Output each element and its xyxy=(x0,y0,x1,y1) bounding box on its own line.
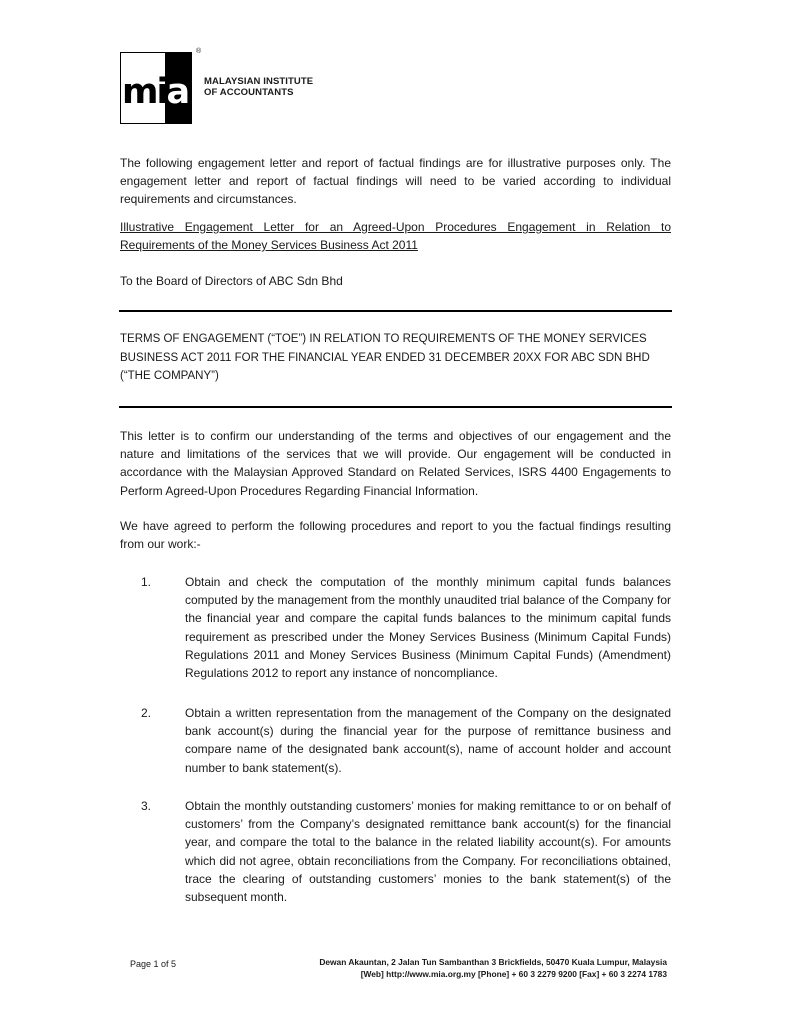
confirm-paragraph: This letter is to confirm our understanding of the terms and objectives of our engagement and the nature and limitations of the services that we will provide. Our engagement will be conducted in accordance with the Malaysian Approved Standard on Related Services, ISRS 4400 Engagements to Perform Agreed-Upon Procedures Regarding Financial Information. xyxy=(120,429,671,498)
procedure-number: 2. xyxy=(141,706,152,720)
page-number: Page 1 of 5 xyxy=(130,959,177,969)
procedure-number: 3. xyxy=(141,799,152,813)
bottom-rule xyxy=(119,406,672,408)
procedure-text: Obtain and check the computation of the monthly minimum capital funds balances computed by the management from the monthly unaudited trial balance of the Company for the financial year and compare the capital funds balances to the minimum capital funds requirement as prescribed under the Money Services Business (Minimum Capital Funds) Regulations 2011 and Money Services Business (Minimum Capital Funds) (Amendment) Regulations 2012 to report any instance of noncompliance. xyxy=(185,575,671,681)
logo-name-line2: OF ACCOUNTANTS xyxy=(204,87,294,98)
top-rule xyxy=(119,310,672,312)
terms-heading: TERMS OF ENGAGEMENT (“TOE”) IN RELATION TO REQUIREMENTS OF THE MONEY SERVICES BUSINESS ACT 2011 FOR THE FINANCIAL YEAR ENDED 31 DECEMBER 20XX FOR ABC SDN BHD (“THE COMPANY”) xyxy=(120,333,650,382)
mia-logo xyxy=(120,48,320,124)
procedure-text: Obtain the monthly outstanding customers’ monies for making remittance to or on behalf of customers’ from the Company’s designated remittance bank account(s) for the financial year, and compare the total to the balance in the related liability account(s). For amounts which did not agree, obtain reconciliations from the Company. For reconciliations obtained, trace the clearing of outstanding customers’ monies to the bank statement(s) of the subsequent month. xyxy=(185,799,671,905)
registered-mark: ® xyxy=(196,48,202,55)
footer-contact: [Web] http://www.mia.org.my [Phone] + 60 3 2279 9200 [Fax] + 60 3 2274 1783 xyxy=(360,968,667,979)
agreed-paragraph: We have agreed to perform the following procedures and report to you the factual findings resulting from our work:- xyxy=(120,519,671,552)
logo-letter-i: i xyxy=(156,72,167,112)
logo-letters xyxy=(122,72,189,112)
logo-letter-a: a xyxy=(166,72,189,112)
procedure-number: 1. xyxy=(141,575,152,589)
footer-address-block xyxy=(319,957,667,980)
logo-letter-m: m xyxy=(122,72,157,112)
footer-address: Dewan Akauntan, 2 Jalan Tun Sambanthan 3 Brickfields, 50470 Kuala Lumpur, Malaysia xyxy=(319,957,667,967)
addressee: To the Board of Directors of ABC Sdn Bhd xyxy=(120,274,343,288)
procedure-text: Obtain a written representation from the management of the Company on the designated bank account(s) during the financial year for the purpose of remittance business and compare name of the designated bank account(s), name of account holder and account number to bank statement(s). xyxy=(185,706,671,775)
logo-name-line1: MALAYSIAN INSTITUTE xyxy=(204,76,314,87)
logo-mark xyxy=(120,52,192,124)
logo-wordmark xyxy=(204,76,313,98)
letter-title: Illustrative Engagement Letter for an Agreed-Upon Procedures Engagement in Relation to Requirements of the Money Services Business Act 2011 xyxy=(120,220,671,253)
intro-paragraph: The following engagement letter and report of factual findings are for illustrative purposes only. The engagement letter and report of factual findings will need to be varied according to individual requirements and circumstances. xyxy=(120,156,671,207)
